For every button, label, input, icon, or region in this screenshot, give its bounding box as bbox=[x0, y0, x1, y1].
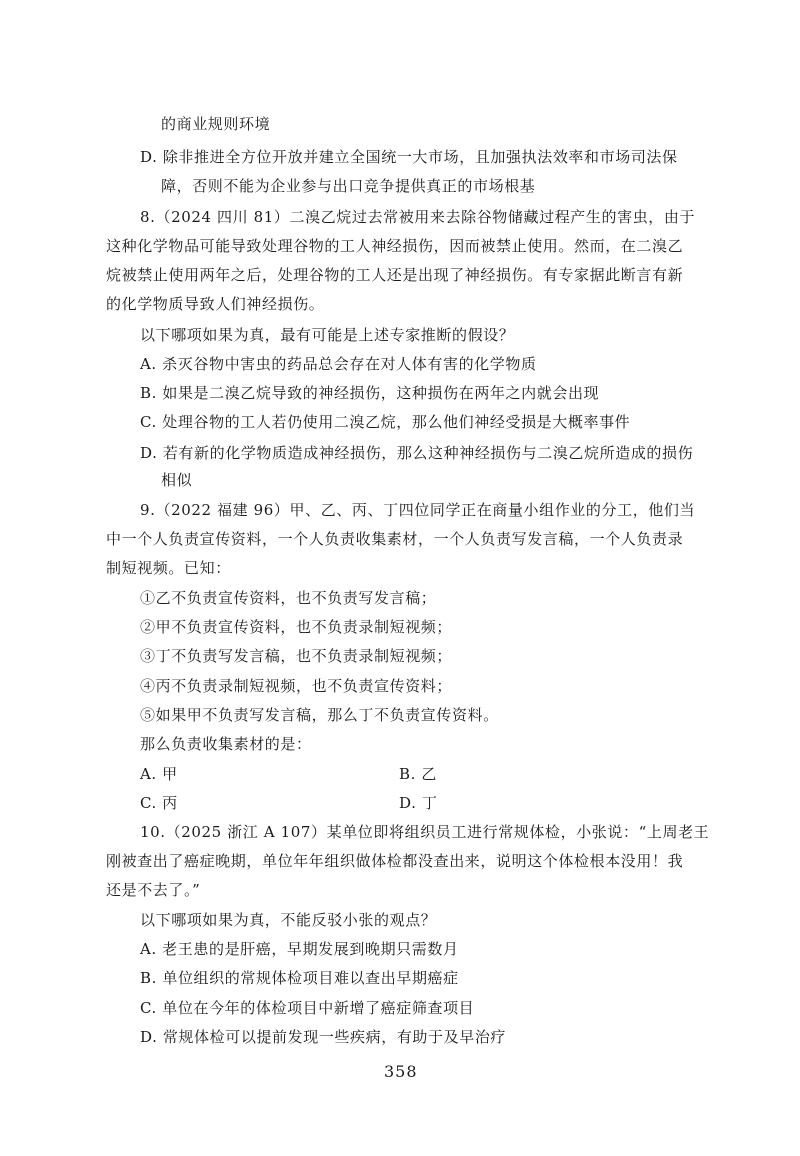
q8-stem-line4: 的化学物质导致人们神经损伤。 bbox=[106, 295, 325, 313]
q10-option-d: D. 常规体检可以提前发现一些疾病，有助于及早治疗 bbox=[140, 1028, 507, 1046]
q10-question: 以下哪项如果为真，不能反驳小张的观点？ bbox=[140, 911, 437, 929]
prev-option-d-line1: D. 除非推进全方位开放并建立全国统一大市场，且加强执法效率和市场司法保 bbox=[140, 148, 678, 166]
q9-condition-5: ⑤如果甲不负责写发言稿，那么丁不负责宣传资料。 bbox=[140, 706, 499, 724]
prev-option-d-line2: 障，否则不能为企业参与出口竞争提供真正的市场根基 bbox=[161, 177, 536, 195]
q10-stem-line1: 10.（2025 浙江 A 107）某单位即将组织员工进行常规体检，小张说：“上周老王 bbox=[140, 823, 710, 841]
q10-option-a: A. 老王患的是肝癌，早期发展到晚期只需数月 bbox=[140, 940, 459, 958]
q9-option-a: A. 甲 bbox=[140, 765, 178, 783]
q10-stem-line2: 刚被查出了癌症晚期，单位年年组织做体检都没查出来，说明这个体检根本没用！我 bbox=[106, 852, 684, 870]
q8-stem-line2: 这种化学物品可能导致处理谷物的工人神经损伤，因而被禁止使用。然而，在二溴乙 bbox=[106, 237, 684, 255]
q8-option-c: C. 处理谷物的工人若仍使用二溴乙烷，那么他们神经受损是大概率事件 bbox=[140, 413, 631, 431]
q8-question: 以下哪项如果为真，最有可能是上述专家推断的假设？ bbox=[140, 326, 515, 344]
q9-stem-line2: 中一个人负责宣传资料，一个人负责收集素材，一个人负责写发言稿，一个人负责录 bbox=[106, 530, 684, 548]
page-number: 358 bbox=[384, 1062, 418, 1081]
q9-stem-line1: 9.（2022 福建 96）甲、乙、丙、丁四位同学正在商量小组作业的分工，他们当 bbox=[140, 501, 696, 519]
q9-option-d: D. 丁 bbox=[399, 794, 438, 812]
q9-stem-line3: 制短视频。已知： bbox=[106, 559, 231, 577]
q9-question: 那么负责收集素材的是： bbox=[140, 735, 312, 753]
q9-condition-4: ④丙不负责录制短视频，也不负责宣传资料； bbox=[140, 677, 453, 695]
q10-option-b: B. 单位组织的常规体检项目难以查出早期癌症 bbox=[140, 969, 459, 987]
q8-stem-line1: 8.（2024 四川 81）二溴乙烷过去常被用来去除谷物储藏过程产生的害虫，由于 bbox=[140, 208, 696, 226]
q8-option-b: B. 如果是二溴乙烷导致的神经损伤，这种损伤在两年之内就会出现 bbox=[140, 384, 600, 402]
q8-stem-line3: 烷被禁止使用两年之后，处理谷物的工人还是出现了神经损伤。有专家据此断言有新 bbox=[106, 266, 684, 284]
q8-option-d-line2: 相似 bbox=[161, 471, 193, 489]
prev-option-c-continuation: 的商业规则环境 bbox=[161, 115, 271, 133]
q8-option-a: A. 杀灭谷物中害虫的药品总会存在对人体有害的化学物质 bbox=[140, 355, 537, 373]
q8-option-d-line1: D. 若有新的化学物质造成神经损伤，那么这种神经损伤与二溴乙烷所造成的损伤 bbox=[140, 444, 694, 462]
q9-condition-2: ②甲不负责宣传资料，也不负责录制短视频； bbox=[140, 618, 453, 636]
q10-option-c: C. 单位在今年的体检项目中新增了癌症筛查项目 bbox=[140, 999, 475, 1017]
q9-condition-1: ①乙不负责宣传资料，也不负责写发言稿； bbox=[140, 589, 437, 607]
q9-condition-3: ③丁不负责写发言稿，也不负责录制短视频； bbox=[140, 647, 453, 665]
q9-option-c: C. 丙 bbox=[140, 794, 178, 812]
q9-option-b: B. 乙 bbox=[399, 765, 437, 783]
q10-stem-line3: 还是不去了。” bbox=[106, 881, 201, 899]
